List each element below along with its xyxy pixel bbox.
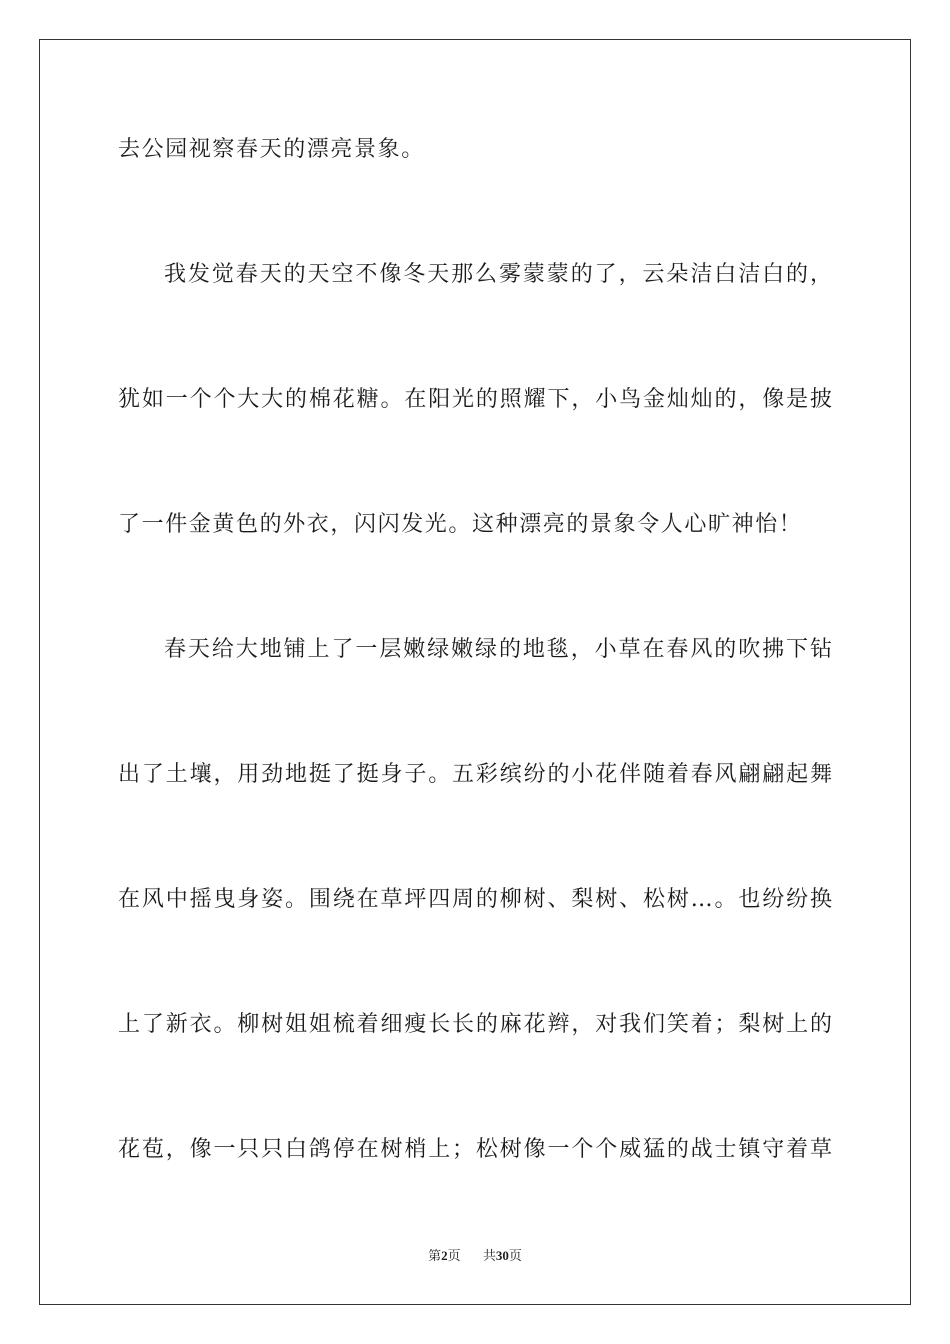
- text-line-9: 花苞，像一只只白鸽停在树梢上；松树像一个个威猛的战士镇守着草: [118, 1137, 832, 1162]
- page-border: [39, 39, 911, 1305]
- text-line-2: 我发觉春天的天空不像冬天那么雾蒙蒙的了，云朵洁白洁白的，: [164, 262, 832, 287]
- total-suffix: 页: [508, 1249, 522, 1264]
- text-line-1: 去公园视察春天的漂亮景象。: [118, 137, 425, 162]
- page-prefix: 第: [428, 1249, 442, 1264]
- text-line-8: 上了新衣。柳树姐姐梳着细瘦长长的麻花辫，对我们笑着；梨树上的: [118, 1012, 832, 1037]
- text-line-4: 了一件金黄色的外衣，闪闪发光。这种漂亮的景象令人心旷神怡！: [118, 512, 803, 537]
- text-line-7: 在风中摇曳身姿。围绕在草坪四周的柳树、梨树、松树…。也纷纷换: [118, 887, 832, 912]
- page-footer: [0, 1248, 950, 1265]
- text-line-5: 春天给大地铺上了一层嫩绿嫩绿的地毯，小草在春风的吹拂下钻: [164, 637, 832, 662]
- page-number: 2: [441, 1248, 448, 1263]
- text-line-6: 出了土壤，用劲地挺了挺身子。五彩缤纷的小花伴随着春风翩翩起舞: [118, 762, 832, 787]
- page-label: [428, 1248, 461, 1265]
- page-suffix: 页: [447, 1249, 461, 1264]
- total-pages-number: 30: [495, 1248, 509, 1263]
- total-pages-label: [483, 1248, 522, 1265]
- text-line-3: 犹如一个个大大的棉花糖。在阳光的照耀下，小鸟金灿灿的，像是披: [118, 387, 832, 412]
- total-prefix: 共: [482, 1249, 496, 1264]
